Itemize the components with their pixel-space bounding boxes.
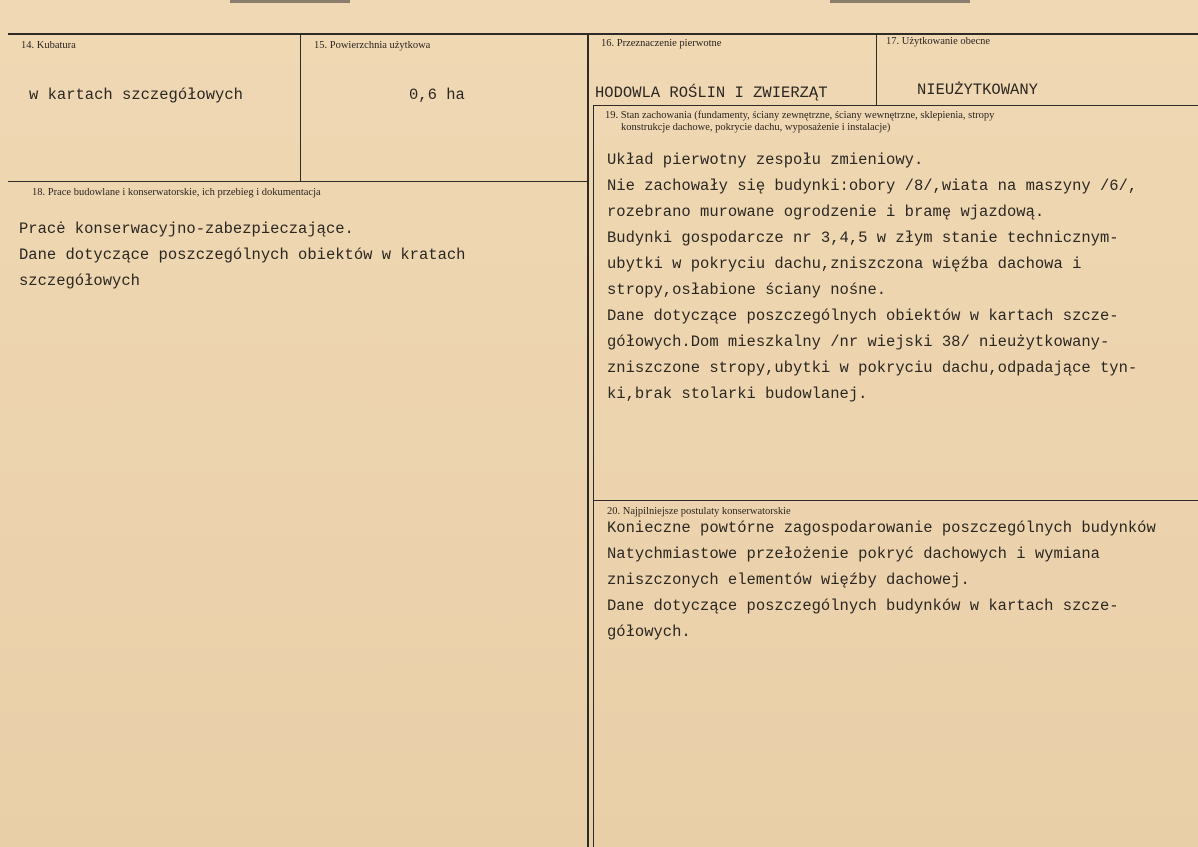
przeznaczenie-label: 16. Przeznaczenie pierwotne: [601, 38, 722, 49]
przeznaczenie-value: HODOWLA ROŚLIN I ZWIERZĄT: [595, 84, 828, 102]
stan-line: stropy,osłabione ściany nośne.: [607, 281, 887, 299]
postulaty-line: Natychmiastowe przełożenie pokryć dachowych i wymiana: [607, 545, 1100, 563]
right-inner-rule: [593, 106, 594, 847]
torn-edge: [230, 0, 350, 3]
powierzchnia-value: 0,6 ha: [409, 86, 465, 104]
stan-line: rozebrano murowane ogrodzenie i bramę wjazdową.: [607, 203, 1045, 221]
uzytkowanie-value: NIEUŻYTKOWANY: [917, 81, 1038, 99]
stan-line: ubytki w pokryciu dachu,zniszczona więźba dachowa i: [607, 255, 1082, 273]
stan-line: Dane dotyczące poszczególnych obiektów w kartach szcze-: [607, 307, 1119, 325]
top-border: [8, 33, 1198, 35]
row-divider-20: [593, 500, 1198, 501]
postulaty-label: 20. Najpilniejsze postulaty konserwatorskie: [607, 506, 791, 517]
divider-16-17: [876, 35, 877, 105]
prace-line: szczegółowych: [19, 272, 140, 290]
stan-line: Nie zachowały się budynki:obory /8/,wiata na maszyny /6/,: [607, 177, 1138, 195]
row-divider-18: [8, 181, 588, 182]
uzytkowanie-label: 17. Użytkowanie obecne: [886, 36, 991, 47]
stan-line: gółowych.Dom mieszkalny /nr wiejski 38/ nieużytkowany-: [607, 333, 1110, 351]
stan-line: ki,brak stolarki budowlanej.: [607, 385, 868, 403]
stan-line: Układ pierwotny zespołu zmieniowy.: [607, 151, 924, 169]
row-divider-16: [593, 105, 1198, 106]
divider-14-15: [300, 35, 301, 181]
postulaty-line: Konieczne powtórne zagospodarowanie poszczególnych budynków: [607, 519, 1156, 537]
prace-label: 18. Prace budowlane i konserwatorskie, ich przebieg i dokumentacja: [32, 187, 321, 198]
prace-text: [19, 216, 465, 294]
postulaty-line: zniszczonych elementów więźby dachowej.: [607, 571, 970, 589]
powierzchnia-label: 15. Powierzchnia użytkowa: [314, 40, 431, 51]
torn-edge: [830, 0, 970, 3]
postulaty-text: [607, 515, 1156, 645]
stan-label-line1: 19. Stan zachowania (fundamenty, ściany zewnętrzne, ściany wewnętrzne, sklepienia, stropy: [605, 110, 995, 121]
kubatura-label: 14. Kubatura: [21, 40, 76, 51]
postulaty-line: Dane dotyczące poszczególnych budynków w kartach szcze-: [607, 597, 1119, 615]
divider-left-right: [587, 35, 589, 847]
stan-line: Budynki gospodarcze nr 3,4,5 w złym stanie technicznym-: [607, 229, 1119, 247]
postulaty-line: gółowych.: [607, 623, 691, 641]
prace-line: Dane dotyczące poszczególnych obiektów w kratach: [19, 246, 466, 264]
prace-line: Pracė konserwacyjno-zabezpieczające.: [19, 220, 354, 238]
kubatura-value: w kartach szczegółowych: [29, 86, 243, 104]
stan-label-line2: konstrukcje dachowe, pokrycie dachu, wyposażenie i instalacje): [621, 122, 891, 133]
stan-line: zniszczone stropy,ubytki w pokryciu dachu,odpadające tyn-: [607, 359, 1138, 377]
stan-text: [607, 147, 1137, 407]
